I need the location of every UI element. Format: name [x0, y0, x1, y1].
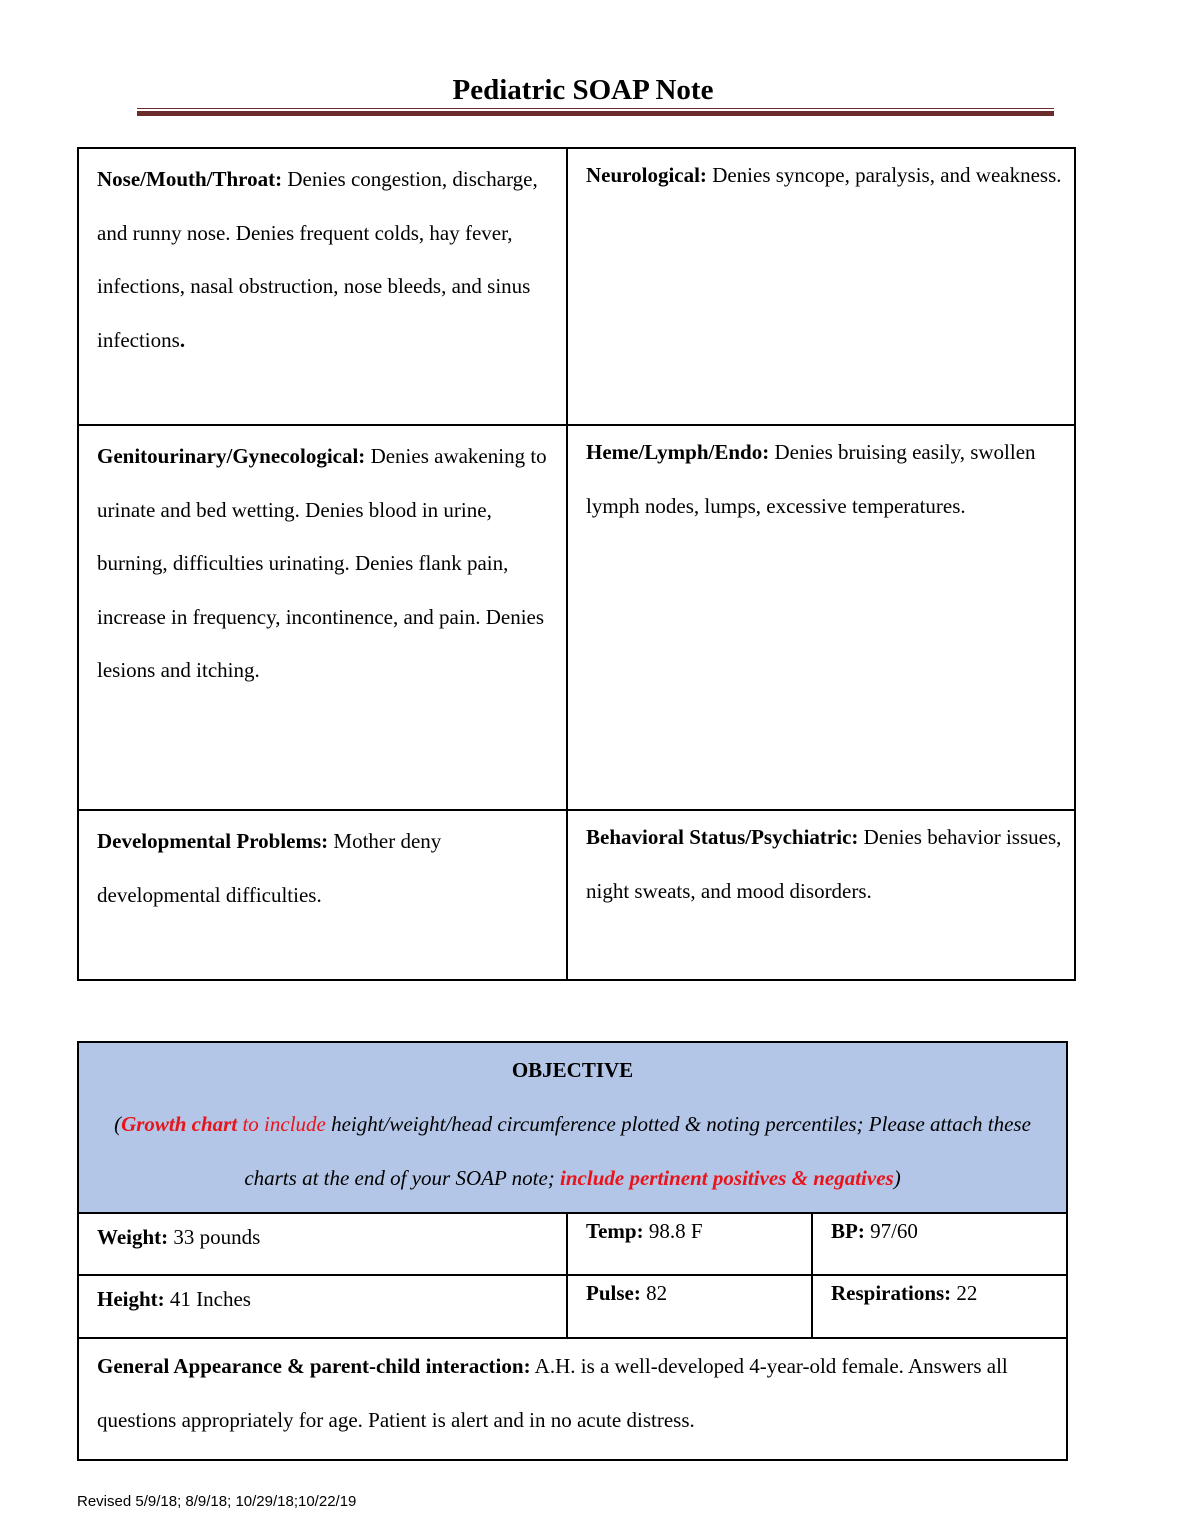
objective-instructions: [87, 1097, 1058, 1205]
respirations-label: Respirations:: [831, 1281, 952, 1305]
instr-mid: height/weight/head circumference plotted & noting percentiles; Please attach these charts at the end of your SOAP note;: [244, 1112, 1031, 1190]
revision-footer: Revised 5/9/18; 8/9/18; 10/29/18;10/22/19: [77, 1493, 357, 1510]
respirations-value: 22: [951, 1281, 978, 1305]
instr-close-paren: ): [893, 1166, 901, 1190]
bp-cell: [812, 1213, 1067, 1275]
vitals-row: [78, 1275, 1067, 1338]
general-appearance-label: General Appearance & parent-child interaction:: [97, 1354, 531, 1378]
bp-label: BP:: [831, 1219, 865, 1243]
title-rule: [137, 111, 1054, 116]
pulse-value: 82: [640, 1281, 668, 1305]
height-cell: [78, 1275, 567, 1338]
objective-table: [77, 1041, 1068, 1461]
objective-title: OBJECTIVE: [511, 1058, 634, 1082]
nose-mouth-throat-cell: [78, 148, 567, 425]
neurological-label: Neurological:: [586, 163, 707, 187]
developmental-cell: [78, 810, 567, 980]
pulse-label: Pulse:: [586, 1281, 641, 1305]
nose-mouth-throat-text: Denies congestion, discharge, and runny nose. Denies frequent colds, hay fever, infections, nasal obstruction, nose bleeds, and sinus infections: [97, 167, 538, 352]
height-value: 41 Inches: [164, 1287, 251, 1311]
heme-lymph-endo-text: Denies bruising easily, swollen lymph nodes, lumps, excessive temperatures.: [586, 440, 1036, 518]
behavioral-text: Denies behavior issues, night sweats, and mood disorders.: [586, 825, 1062, 903]
genitourinary-text: Denies awakening to urinate and bed wetting. Denies blood in urine, burning, difficulties urinating. Denies flank pain, increase in frequency, incontinence, and pain. Denies lesions and itching.: [97, 444, 547, 682]
nose-mouth-throat-label: Nose/Mouth/Throat:: [97, 167, 283, 191]
heme-lymph-endo-label: Heme/Lymph/Endo:: [586, 440, 770, 464]
instr-growth-chart: Growth chart: [121, 1112, 238, 1136]
pulse-cell: [567, 1275, 812, 1338]
page-title: Pediatric SOAP Note: [452, 74, 714, 106]
table-row: [78, 148, 1075, 425]
instr-to-include: to include: [237, 1112, 326, 1136]
weight-cell: [78, 1213, 567, 1275]
nose-mouth-throat-period: .: [179, 327, 186, 352]
respirations-cell: [812, 1275, 1067, 1338]
height-label: Height:: [97, 1287, 165, 1311]
developmental-label: Developmental Problems:: [97, 829, 329, 853]
weight-value: 33 pounds: [168, 1225, 261, 1249]
heme-lymph-endo-cell: [567, 425, 1075, 810]
general-appearance-text: A.H. is a well-developed 4-year-old female. Answers all questions appropriately for age. Patient is alert and in no acute distress.: [97, 1354, 1008, 1432]
title-rule-thin: [137, 108, 1054, 109]
neurological-text: Denies syncope, paralysis, and weakness.: [706, 163, 1062, 187]
neurological-cell: [567, 148, 1075, 425]
weight-label: Weight:: [97, 1225, 169, 1249]
developmental-text: Mother deny developmental difficulties.: [97, 829, 442, 907]
general-appearance-row: [78, 1338, 1067, 1460]
table-row: [78, 425, 1075, 810]
general-appearance-cell: [78, 1338, 1067, 1460]
genitourinary-label: Genitourinary/Gynecological:: [97, 444, 366, 468]
temp-value: 98.8 F: [643, 1219, 703, 1243]
temp-label: Temp:: [586, 1219, 644, 1243]
objective-header-row: [78, 1042, 1067, 1213]
objective-header-cell: [78, 1042, 1067, 1213]
genitourinary-cell: [78, 425, 567, 810]
table-row: [78, 810, 1075, 980]
bp-value: 97/60: [864, 1219, 918, 1243]
behavioral-cell: [567, 810, 1075, 980]
vitals-row: [78, 1213, 1067, 1275]
behavioral-label: Behavioral Status/Psychiatric:: [586, 825, 859, 849]
instr-pertinent: include pertinent positives & negatives: [560, 1166, 894, 1190]
review-of-systems-table: [77, 147, 1076, 981]
temp-cell: [567, 1213, 812, 1275]
instr-open-paren: (: [114, 1112, 122, 1136]
